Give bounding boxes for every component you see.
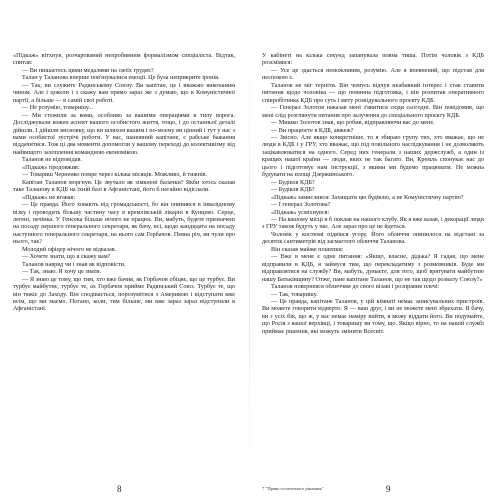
paragraph: — Мишко Золотов знав, що робив, відправляючи вас до мене. — [271, 119, 435, 127]
paragraph: — Звісно. Але якщо конкретніше, то я збираю групу тих, хто вважає, що не люди в КДБ і у ГРУ, хто вважає, що під повільного наслідкування і не дозволяють зацікавлюватися на одного. Серед них генерали з наших держслужб, а один із кращих нашої країни — люди, яких не так багато. Ви, Кремль спонукає нас до цього і підготовує нам інструкції, з якими ми будемо працювати. Не можна будувати на площі Дзержинського. — [262, 133, 484, 179]
paragraph: — Так, товаришу. — [271, 290, 318, 298]
paragraph: — Усе це здається неможливим, розумію. Але я впевнений, що підстав для неспокою є. — [262, 66, 484, 82]
paragraph: «Підкаж» усміхнувся: — [271, 208, 330, 216]
paragraph: Таланов не відповідав. — [22, 156, 82, 164]
paragraph: «Підкаж» продовжив: — [22, 163, 80, 171]
paragraph: — Не розумію, товаришу... — [22, 104, 93, 112]
paragraph: Таланов не міг терпіти. Він чомусь відчув неабиякий інтерес і став ставити питання щодо чоловіка — що повинна підготовка, і він розпитав оперативного співробітника КДБ про суть і мету розвідувального проєкту КДБ. — [262, 81, 484, 104]
left-page — [13, 52, 235, 492]
paragraph: — Будівля КДБ? — [271, 178, 315, 186]
paragraph: — Так, знаю. Я хочу це знати. — [22, 268, 102, 276]
paragraph: — Ми стежили за вами, особливо за вашими операціями в тилу ворога. Досліджували кожен аспект вашого особистого життя, тощо, і до останньої деталі дійшли. І дійшли висновку, що ви шляхом вашим і по-моєму ви цінний і тут у нас з вами особистої зустрічі роботи. У вас, шановний капітане, є рабське бажання віддачитися. Тож ці два моменти допомогли у вашому переході до колективізму від найвищого захоплення командною економікою. — [13, 111, 235, 156]
paragraph: — Так, ви служите Радянському Союзу. Ви капітан, це і вважаю виконаним чином. Але і цоколи і з скажу вам прямо зараз же з думаю, що в Комуністичної партії, а більше — в самій свої роботі. — [13, 81, 235, 104]
paragraph: — Вже в мене є одне питання: «Якщо, власне, дідька? Я гадав, що мене відправили в КДБ, я займуся тим, що перекладатиму з розмовників. Буде ми відправлятися на службу? Ви, мабуть, думаєте, для того, щоб врятувати майбутню нашу Батьківщину? Отже, пане капітане Таланов, що не так щодо розвалу Союзу?» — [262, 253, 484, 283]
paragraph: — Ви працюєте в КДБ, авжеж? — [271, 126, 354, 134]
page-number: 8 — [117, 484, 122, 494]
paragraph: — На вашому місці я б поклав на нашого клубу. Як я вже казав, і декорації люди з ГРУ також будуть у нас. Але зараз про це не йдеться. — [262, 215, 484, 231]
paragraph: — І генерал Золотова? — [271, 201, 331, 209]
paragraph: Таланов поверневся обличчям до свого візаві і розправив плечі: — [271, 283, 440, 291]
paragraph: — Це правда. Його ховають від громадськості, бо він опинився в інвалідному візку і проводить більшу частину часу в кремлівській лікарні в Кунцево. Серце, легені, печінка. У Генсека більше нічого не працює. Ви, мабуть, будете призначені на посаду першого генерального секретаря, як бачу, всі, щодо кандидата на посаду наступного генерального секретаря, на нього сам Горбачов. Певна річ, ви чули про нього, так? — [13, 201, 235, 246]
paragraph: — Я знаю це тому, що тим, хто вже бачив, як Горбачов обіцяє, що це турбує. Ви турбує майбутнє, турбує те, ах Горбачов прийме Радянський Союз. Турбує те, що він тяжіє до Заходу. Він сподівається, порозумітися з Америкою і відступати вже всім, що ми маємо. Погано, коли, тим більше, ми вже зараз зараз відступили в Афганістані. — [13, 275, 235, 313]
right-page — [262, 52, 484, 492]
right-page-text — [262, 52, 484, 335]
page-number: 9 — [386, 484, 391, 494]
paragraph: Талан у Таланова вперше пов'язувалися емоції. Це була неприкрите іронія. — [22, 74, 220, 82]
paragraph: — Будівля КДБ? — [271, 186, 315, 194]
paragraph: Чоловік у костюмі підвівся угору. Його обличчя опинилося на відстані за десяток сантиметрів від засмаглого обличчя Таланова. — [262, 230, 484, 246]
paragraph: «Підкаж» вітхнув, розчарований непробивним формалізмом спеціаліста. Відтак, спитав: — [13, 52, 235, 67]
paragraph: «Підкаж» замислився: Захищати цю будівлю, а не Комуністичну партію? — [271, 193, 464, 201]
paragraph: Капітан Таланов моргнув. Це звучало як зімкнені балачки? Якби хтось сказав таке Таланову в КДБ на їхній базі в Афганістані, його б негайно відіслали. — [13, 178, 235, 194]
footer-note: 7 "Право остаточного рішення" — [262, 486, 324, 491]
paragraph: — Це правда, капітане Таланов, у цій кімнаті немає записувальних пристроїв. Ви можете говорити відверто. Я — ваш друг, і ви не можете мені збрехати. Я бачу, ви з усіх бік, що ж, у вас немає наміру вийти, я можу віддати його. Ви подумайте, що Росія з вашої верхівці, і товаришу ви тому, що. Якщо вірно, то на нашій службі приймає рішення, які можуть змінити Всесвіт. — [262, 297, 484, 335]
paragraph: Таланов навряд чи і знав як відповісти. — [22, 260, 126, 268]
paragraph: — Товариш Черненко помре через кілька місяців. Можливо, й тижнів. — [22, 171, 208, 179]
paragraph: — Ви пишаєтесь цими медалями на своїх грудях? — [22, 66, 154, 74]
page-gutter — [249, 40, 250, 490]
paragraph: У кабінеті на кілька секунд запанувала повна тиша. Потім чоловік з КДБ розсміявся: — [262, 52, 484, 67]
paragraph: — Генерал Золотов наказав мені з'явитися сюди сьогодні. Він повідомив, що мені слід розглянути питання про залучення до спеціального проєкту КДБ. — [262, 104, 484, 119]
left-page-text — [13, 52, 235, 313]
paragraph: «Підкаж» не вгавав: — [22, 193, 76, 201]
paragraph: — Хочете знати, що я скажу вам? — [22, 253, 111, 261]
paragraph: Він сказав майже пошепки: — [271, 245, 344, 253]
paragraph: Молодий офіцер нічого не відказав. — [22, 245, 117, 253]
